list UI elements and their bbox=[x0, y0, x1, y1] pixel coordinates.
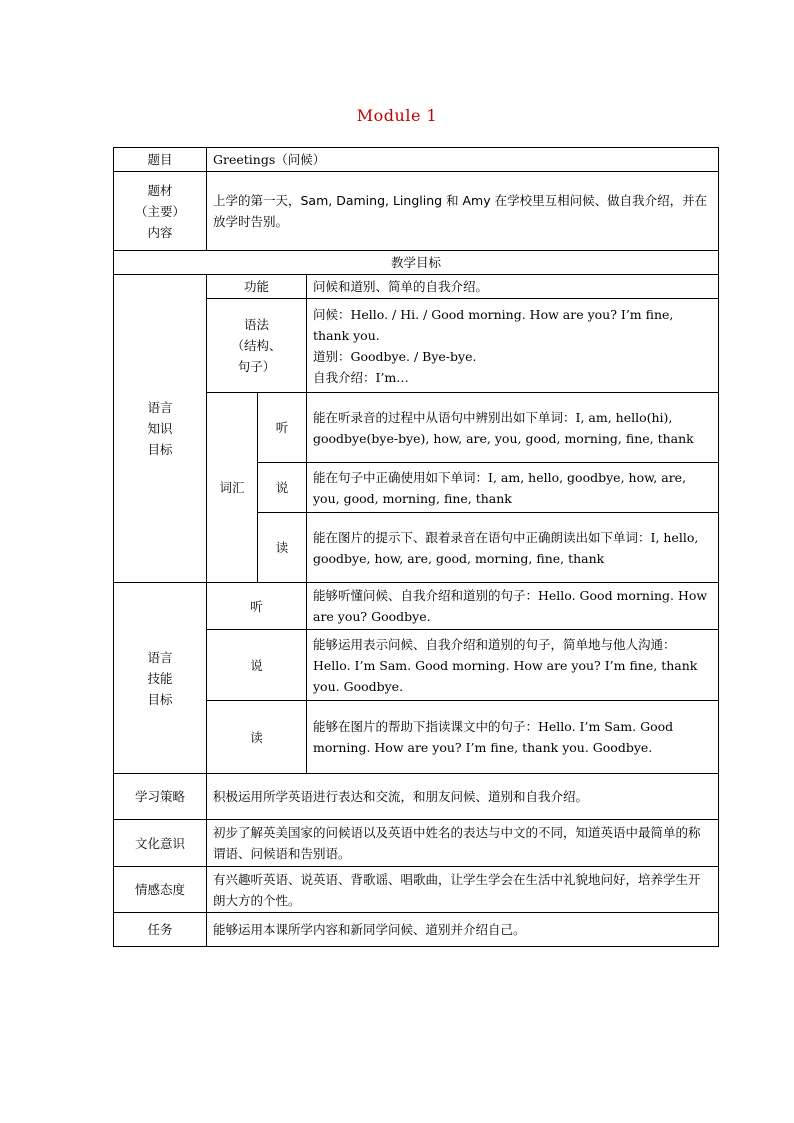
lesson-plan-table bbox=[113, 147, 719, 947]
lang-knowledge-label-line-3: 目标 bbox=[147, 442, 173, 457]
material-label-line-3: 内容 bbox=[147, 224, 173, 240]
grammar-label-line-3: 句子） bbox=[237, 359, 276, 374]
material-value: 上学的第一天，Sam, Daming, Lingling 和 Amy 在学校里互相问候、做自我介绍，并在放学时告别。 bbox=[207, 172, 719, 251]
table-row-skills-listen bbox=[114, 583, 719, 630]
lang-knowledge-label-line-2: 知识 bbox=[147, 421, 173, 436]
skills-speak-value: 能够运用表示问候、自我介绍和道别的句子，简单地与他人沟通：Hello. I’m Sam. Good morning. How are you? I’m fine, thank you. Goodbye. bbox=[307, 630, 719, 701]
table-row-material bbox=[114, 172, 719, 251]
vocab-read-label: 读 bbox=[258, 513, 307, 583]
lang-knowledge-label bbox=[114, 275, 207, 583]
table-row-objectives-header bbox=[114, 251, 719, 275]
grammar-line-farewell: 道别：Goodbye. / Bye-bye. bbox=[313, 348, 477, 364]
vocab-listen-label: 听 bbox=[258, 393, 307, 463]
lang-skills-label-line-3: 目标 bbox=[147, 691, 173, 707]
task-label: 任务 bbox=[114, 913, 207, 947]
table-row-culture bbox=[114, 820, 719, 867]
material-label-line-2: （主要） bbox=[134, 203, 185, 219]
skills-read-value: 能够在图片的帮助下指读课文中的句子：Hello. I’m Sam. Good morning. How are you? I’m fine, thank you. Goodbye. bbox=[307, 701, 719, 774]
task-value: 能够运用本课所学内容和新同学问候、道别并介绍自己。 bbox=[207, 913, 719, 947]
table-row-task bbox=[114, 913, 719, 947]
strategy-value: 积极运用所学英语进行表达和交流，和朋友问候、道别和自我介绍。 bbox=[207, 774, 719, 820]
objectives-header: 教学目标 bbox=[114, 251, 719, 275]
topic-label: 题目 bbox=[114, 148, 207, 172]
culture-value: 初步了解英美国家的问候语以及英语中姓名的表达与中文的不同，知道英语中最简单的称谓语、问候语和告别语。 bbox=[207, 820, 719, 867]
strategy-label: 学习策略 bbox=[114, 774, 207, 820]
lang-skills-label-line-2: 技能 bbox=[147, 670, 173, 686]
grammar-line-greeting: 问候：Hello. / Hi. / Good morning. How are you? I’m fine, thank you. bbox=[313, 306, 674, 343]
function-label: 功能 bbox=[207, 275, 307, 299]
skills-read-label: 读 bbox=[207, 701, 307, 774]
lang-knowledge-label-line-1: 语言 bbox=[147, 400, 173, 415]
lang-skills-label bbox=[114, 583, 207, 774]
lang-skills-label-line-1: 语言 bbox=[147, 649, 173, 665]
vocab-speak-label: 说 bbox=[258, 463, 307, 513]
vocab-read-value: 能在图片的提示下、跟着录音在语句中正确朗读出如下单词：I, hello, goodbye, how, are, good, morning, fine, thank bbox=[307, 513, 719, 583]
material-label bbox=[114, 172, 207, 251]
vocab-listen-value: 能在听录音的过程中从语句中辨别出如下单词：I, am, hello(hi), goodbye(bye-bye), how, are, you, good, morning, fine, thank bbox=[307, 393, 719, 463]
grammar-label bbox=[207, 299, 307, 393]
document-title: Module 1 bbox=[356, 106, 438, 125]
function-value: 问候和道别、简单的自我介绍。 bbox=[307, 275, 719, 299]
table-row-attitude bbox=[114, 867, 719, 913]
skills-listen-label: 听 bbox=[207, 583, 307, 630]
table-row-function bbox=[114, 275, 719, 299]
grammar-label-line-1: 语法 bbox=[243, 317, 269, 332]
vocab-speak-value: 能在句子中正确使用如下单词：I, am, hello, goodbye, how, are, you, good, morning, fine, thank bbox=[307, 463, 719, 513]
skills-speak-label: 说 bbox=[207, 630, 307, 701]
grammar-line-intro: 自我介绍：I’m… bbox=[313, 369, 409, 385]
attitude-label: 情感态度 bbox=[114, 867, 207, 913]
topic-value: Greetings（问候） bbox=[207, 148, 719, 172]
table-row-strategy bbox=[114, 774, 719, 820]
attitude-value: 有兴趣听英语、说英语、背歌谣、唱歌曲，让学生学会在生活中礼貌地问好，培养学生开朗大方的个性。 bbox=[207, 867, 719, 913]
skills-listen-value: 能够听懂问候、自我介绍和道别的句子：Hello. Good morning. How are you? Goodbye. bbox=[307, 583, 719, 630]
material-label-line-1: 题材 bbox=[147, 182, 173, 198]
table-row-topic bbox=[114, 148, 719, 172]
vocab-label: 词汇 bbox=[207, 393, 258, 583]
grammar-value bbox=[307, 299, 719, 393]
culture-label: 文化意识 bbox=[114, 820, 207, 867]
grammar-label-line-2: （结构、 bbox=[231, 338, 282, 353]
